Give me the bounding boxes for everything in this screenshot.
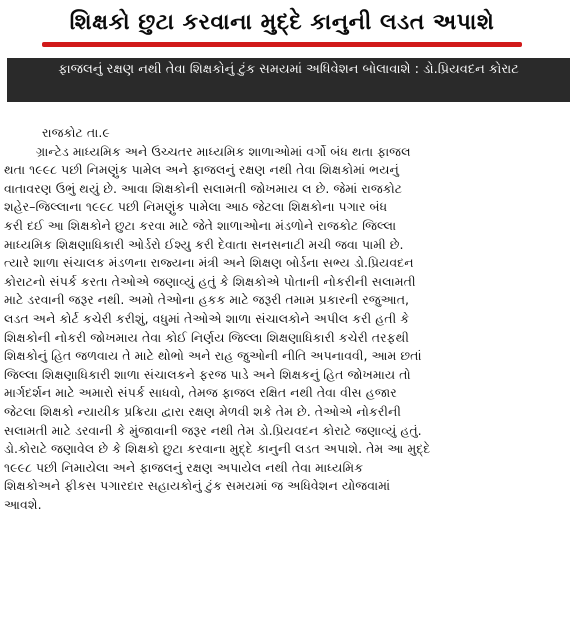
- headline-underline: [42, 42, 522, 47]
- article-line: માર્ગદર્શન માટે અમારો સંપર્ક સાધવો, તેમજ ફાજલ રક્ષિત નથી તેવા વીસ હજાર: [4, 385, 397, 401]
- article-line: જિલ્લા શિક્ષણાધિકારી શાળા સંચાલકને ફરજ પાડે અને શિક્ષકનું હિત જોખમાય તો: [4, 366, 411, 382]
- article-line: માટે ડરવાની જરૂર નથી. અમો તેઓના હકક માટે જરૂરી તમામ પ્રકારની રજુઆત,: [4, 292, 410, 308]
- article-line: ૧૯૯૮ પછી નિમાયેલા અને ફાજલનું રક્ષણ અપાયેલ નથી તેવા માધ્યમિક: [4, 459, 364, 475]
- headline: શિક્ષકો છુટા કરવાના મુદ્દે કાનુની લડત અપાશે: [69, 10, 495, 35]
- article-line: સલામતી માટે ડરવાની કે મુંજાવાની જરૂર નથી તેમ ડો.પ્રિયવદન કોરાટે જણાવ્યું હતું.: [4, 422, 422, 438]
- article-line: લડત અને કોર્ટ કચેરી કરીશું, વધુમાં તેઓએ શાળા સંચાલકોને અપીલ કરી હતી કે: [4, 310, 410, 326]
- article-line: શહેર–જિલ્લાના ૧૯૯૮ પછી નિમણુંક પામેલા આઠ જેટલા શિક્ષકોના પગાર બંધ: [4, 199, 388, 215]
- article-line: કરી દઈ આ શિક્ષકોને છુટા કરવા માટે જેતે શાળાઓના મંડળોને રાજકોટ જિલ્લા: [4, 217, 397, 233]
- article-line: શિક્ષકોનું હિત જળવાય તે માટે થોભો અને રાહ જુઓની નીતિ અપનાવવી, આમ છતાં: [4, 348, 422, 364]
- article-line: આવશે.: [4, 496, 42, 512]
- article-line: શિક્ષકોની નોકરી જોખમાય તેવા કોઈ નિર્ણય જિલ્લા શિક્ષણાધિકારી કચેરી તરફથી: [4, 329, 409, 345]
- article-line: કોરાટનો સંપર્ક કરતા તેઓએ જણાવ્યું હતું કે શિક્ષકોએ પોતાની નોકરીની સલામતી: [4, 273, 416, 289]
- article-line: થતા ૧૯૯૮ પછી નિમણુંક પામેલ અને ફાજલનું રક્ષણ નથી તેવા શિક્ષકોમાં ભયનું: [4, 162, 399, 178]
- article-line: શિક્ષકોઅને ફીકસ પગારદાર સહાયકોનું ટુંક સમયમાં જ અધિવેશન યોજવામાં: [4, 478, 391, 494]
- article-body: [4, 124, 573, 514]
- article-line: ડો.કોરાટે જણાવેલ છે કે શિક્ષકો છુટા કરવાના મુદ્દે કાનુની લડત અપાશે. તેમ આ મુદ્દે: [4, 441, 431, 457]
- article-line: ત્યારે શાળા સંચાલક મંડળના રાજ્યના મંત્રી અને શિક્ષણ બોર્ડના સભ્ય ડો.પ્રિયવદન: [4, 255, 414, 271]
- headline-block: [42, 6, 522, 50]
- article-line: માધ્યમિક શિક્ષણાધિકારી ઓર્ડરો ઈશ્યુ કરી દેવાતા સનસનાટી મચી જવા પામી છે.: [4, 236, 404, 252]
- article-line: જેટલા શિક્ષકો ન્યાયીક પ્રક્રિયા દ્વારા રક્ષણ મેળવી શકે તેમ છે. તેઓએ નોકરીની: [4, 403, 401, 419]
- article-paragraph: [4, 143, 573, 515]
- dateline: રાજકોટ તા.૯: [42, 125, 110, 140]
- subheadline-banner: ફાજલનું રક્ષણ નથી તેવા શિક્ષકોનું ટુંક સમયમાં અધિવેશન બોલાવાશે : ડો.પ્રિયવદન કોરાટ: [7, 58, 570, 102]
- article-line: ગ્રાન્ટેડ માધ્યમિક અને ઉચ્ચતર માધ્યમિક શાળાઓમાં વર્ગો બંધ થતા ફાજલ: [36, 143, 411, 159]
- article-line: વાતાવરણ ઉભું થયું છે. આવા શિક્ષકોની સલામતી જોખમાય લ છે. જેમાં રાજકોટ: [4, 180, 403, 196]
